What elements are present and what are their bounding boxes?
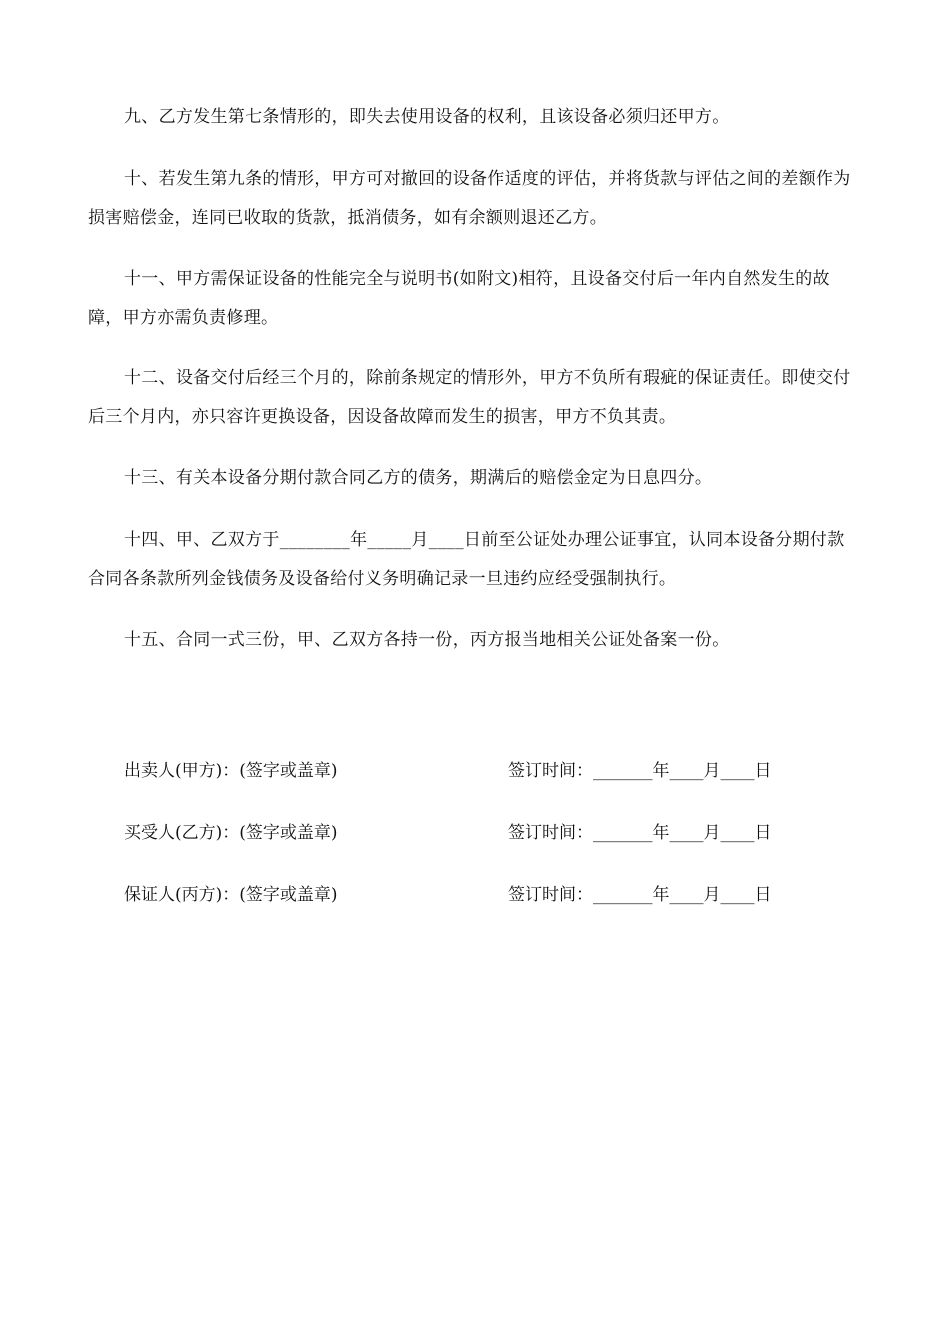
clause-10: 十、若发生第九条的情形，甲方可对撤回的设备作适度的评估，并将货款与评估之间的差额作为损害赔偿金，连同已收取的货款，抵消债务，如有余额则退还乙方。 — [88, 169, 851, 228]
signature-row-buyer — [124, 818, 864, 848]
clause-14: 十四、甲、乙双方于________年_____月____日前至公证处办理公证事宜，认同本设备分期付款合同各条款所列金钱债务及设备给付义务明确记录一旦违约应经受强制执行。 — [88, 530, 845, 589]
clause-9: 九、乙方发生第七条情形的，即失去使用设备的权利，且该设备必须归还甲方。 — [124, 107, 730, 127]
signature-row-guarantor — [124, 880, 864, 910]
clause-13: 十三、有关本设备分期付款合同乙方的债务，期满后的赔偿金定为日息四分。 — [124, 468, 713, 488]
signature-row-seller — [124, 756, 864, 786]
buyer-date-label: 签订时间：_______年____月____日 — [508, 823, 772, 843]
buyer-signature-label: 买受人(乙方)：(签字或盖章) — [124, 823, 338, 843]
clause-12: 十二、设备交付后经三个月的，除前条规定的情形外，甲方不负所有瑕疵的保证责任。即使交付后三个月内，亦只容许更换设备，因设备故障而发生的损害，甲方不负其责。 — [88, 368, 851, 427]
seller-signature-label: 出卖人(甲方)：(签字或盖章) — [124, 761, 338, 781]
clause-11: 十一、甲方需保证设备的性能完全与说明书(如附文)相符，且设备交付后一年内自然发生的故障，甲方亦需负责修理。 — [88, 269, 830, 328]
clause-15: 十五、合同一式三份，甲、乙双方各持一份，丙方报当地相关公证处备案一份。 — [124, 630, 730, 650]
seller-date-label: 签订时间：_______年____月____日 — [508, 761, 772, 781]
guarantor-signature-label: 保证人(丙方)：(签字或盖章) — [124, 885, 338, 905]
guarantor-date-label: 签订时间：_______年____月____日 — [508, 885, 772, 905]
